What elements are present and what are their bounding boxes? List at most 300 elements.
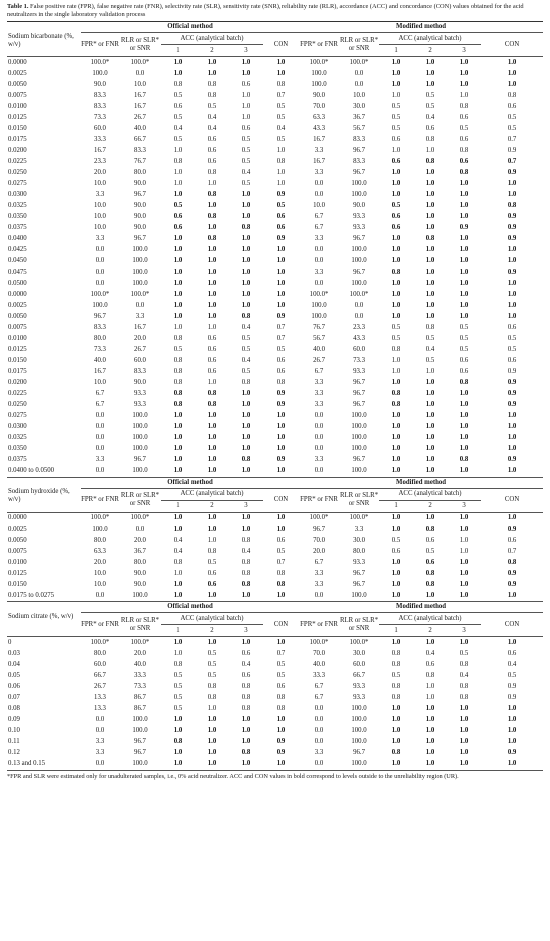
table-cell: 1.0 <box>241 412 251 420</box>
table-cell: 0.5 <box>207 102 217 110</box>
official-method-header: Official method <box>81 22 299 33</box>
table-cell: 16.7 <box>313 158 325 166</box>
table-cell: 96.7 <box>353 580 365 588</box>
table-cell: 0.7 <box>507 158 517 166</box>
table-cell: 0.8 <box>276 80 286 88</box>
table-cell: 3.3 <box>95 749 105 757</box>
table-cell: 26.7 <box>134 113 146 121</box>
table-cell: 0.8 <box>207 547 217 555</box>
table-cell: 0.9 <box>507 569 517 577</box>
table-cell: 6.7 <box>314 683 324 691</box>
table-cell: 0.8 <box>459 102 469 110</box>
table-cell: 1.0 <box>241 257 251 265</box>
table-cell: 1.0 <box>276 290 286 298</box>
table-cell: 16.7 <box>134 323 146 331</box>
table-cell: 0.6 <box>425 558 435 566</box>
table-cell: 100.0 <box>132 716 148 724</box>
table-cell: 80.0 <box>134 558 146 566</box>
table-cell: 1.0 <box>507 423 517 431</box>
table-cell: 0.5 <box>507 334 517 342</box>
row-level-cell: 0.0075 <box>8 547 27 555</box>
table-cell: 0.8 <box>207 683 217 691</box>
table-row <box>7 322 543 333</box>
table-cell: 0.8 <box>241 569 251 577</box>
table-footnote: *FPR and SLR were estimated only for unadulterated samples, i.e., 0% acid neutralizer. ACC and CON values in bold correspond to levels outside to the unreliability region (UR). <box>7 773 459 780</box>
table-cell: 1.0 <box>276 412 286 420</box>
table-cell: 1.0 <box>276 727 286 735</box>
table-cell: 90.0 <box>134 180 146 188</box>
table-cell: 1.0 <box>276 257 286 265</box>
table-cell: 1.0 <box>161 759 195 771</box>
table-cell: 26.7 <box>134 345 146 353</box>
table-cell: 1.0 <box>425 268 435 276</box>
table-cell: 10.0 <box>94 224 106 232</box>
rlr-slr-snr-header: RLR or SLR* or SNR <box>339 613 379 637</box>
table-cell: 1.0 <box>276 58 286 66</box>
table-cell: 73.3 <box>94 113 106 121</box>
table-row <box>7 590 543 602</box>
table-cell: 70.0 <box>313 650 325 657</box>
table-cell: 1.0 <box>195 759 229 771</box>
table-cell: 1.0 <box>447 759 481 771</box>
table-cell: 66.7 <box>134 135 146 143</box>
table-cell: 0.0 <box>95 279 105 287</box>
table-cell: 16.7 <box>313 135 325 143</box>
table-cell: 0.0 <box>95 434 105 442</box>
table-cell: 1.0 <box>207 536 217 544</box>
table-cell: 100.0* <box>349 58 369 66</box>
table-cell: 1.0 <box>173 525 183 533</box>
table-cell: 96.7 <box>353 268 365 276</box>
row-level-cell: 0.05 <box>8 672 20 680</box>
table-cell: 1.0 <box>459 290 469 298</box>
table-cell: 0.5 <box>459 334 469 342</box>
table-cell: 0.0 <box>354 312 364 320</box>
block-label: Sodium hydroxide (%, w/v) <box>7 488 81 512</box>
table-cell: 0.8 <box>391 401 401 409</box>
table-cell: 100.0 <box>132 279 148 287</box>
batch-2-header: 2 <box>195 625 229 637</box>
table-cell: 1.0 <box>425 191 435 199</box>
table-cell: 100.0* <box>309 58 329 66</box>
table-cell: 40.0 <box>94 356 106 364</box>
table-cell: 3.3 <box>314 268 324 276</box>
table-cell: 40.0 <box>134 124 146 132</box>
row-level-cell: 0.09 <box>8 716 20 724</box>
table-cell: 100.0 <box>132 423 148 431</box>
table-cell: 1.0 <box>207 224 217 232</box>
table-cell: 0.5 <box>241 158 251 166</box>
table-cell: 1.0 <box>173 727 183 735</box>
table-cell: 100.0 <box>132 412 148 420</box>
batch-2-header: 2 <box>413 45 447 57</box>
table-cell: 0.0 <box>95 257 105 265</box>
table-cell: 73.3 <box>134 683 146 691</box>
table-cell: 0.0 <box>95 412 105 420</box>
table-cell: 0.8 <box>507 91 517 99</box>
table-cell: 0.8 <box>459 694 469 702</box>
column-header-row <box>7 33 543 45</box>
table-cell: 1.0 <box>173 650 183 657</box>
table-row <box>7 101 543 112</box>
table-cell: 100.0 <box>351 180 367 188</box>
table-cell: 1.0 <box>276 146 286 154</box>
table-cell: 0.6 <box>173 102 183 110</box>
table-cell: 1.0 <box>173 235 183 243</box>
table-cell: 36.7 <box>134 547 146 555</box>
table-cell: 0.6 <box>425 124 435 132</box>
table-cell: 0.8 <box>173 401 183 409</box>
table-cell: 43.3 <box>353 334 365 342</box>
table-cell: 10.0 <box>94 580 106 588</box>
rlr-slr-snr-header: RLR or SLR* or SNR <box>119 613 161 637</box>
caption-text: False positive rate (FPR), false negative rate (FNR), selectivity rate (SLR), sensitivity rate (SNR), reliability rate (RLR), accordance (ACC) and concordance (CON) values obtained for the acid neutralizers in the single laboratory validation process <box>7 3 524 18</box>
table-cell: 0.8 <box>391 390 401 398</box>
table-cell: 0.9 <box>276 235 286 243</box>
table-cell: 83.3 <box>353 158 365 166</box>
table-cell: 0.9 <box>507 367 517 375</box>
table-cell: 0.9 <box>507 401 517 409</box>
table-cell: 1.0 <box>207 301 217 309</box>
table-cell: 60.0 <box>134 356 146 364</box>
table-cell: 0.5 <box>391 536 401 544</box>
table-cell: 1.0 <box>195 466 229 478</box>
table-cell: 1.0 <box>425 638 435 646</box>
table-cell: 0.5 <box>459 650 469 657</box>
table-cell: 1.0 <box>391 312 401 320</box>
table-cell: 40.0 <box>313 661 325 669</box>
validation-table <box>7 21 543 771</box>
table-cell: 1.0 <box>173 301 183 309</box>
table-cell: 0.5 <box>276 135 286 143</box>
table-cell: 0.4 <box>173 124 183 132</box>
table-cell: 93.3 <box>353 694 365 702</box>
table-cell: 0.9 <box>507 694 517 702</box>
table-row <box>7 737 543 748</box>
table-cell: 0.8 <box>459 378 469 386</box>
table-cell: 1.0 <box>276 268 286 276</box>
table-cell: 1.0 <box>459 279 469 287</box>
table-cell: 90.0 <box>134 569 146 577</box>
row-level-cell: 0.0025 <box>8 301 27 309</box>
table-cell: 20.0 <box>94 169 106 177</box>
table-cell: 0.6 <box>391 224 401 232</box>
table-cell: 1.0 <box>425 58 435 66</box>
table-cell: 1.0 <box>459 514 469 522</box>
table-cell: 1.0 <box>173 146 183 154</box>
table-cell: 0.5 <box>207 558 217 566</box>
table-cell: 20.0 <box>134 650 146 657</box>
table-cell: 93.3 <box>353 367 365 375</box>
table-cell: 0.6 <box>507 356 517 364</box>
table-cell: 0.4 <box>241 547 251 555</box>
table-cell: 83.3 <box>94 323 106 331</box>
table-cell: 1.0 <box>459 716 469 724</box>
table-cell: 1.0 <box>507 738 517 746</box>
batch-1-header: 1 <box>379 500 413 512</box>
table-cell: 1.0 <box>276 423 286 431</box>
table-cell: 0.8 <box>425 525 435 533</box>
table-row <box>7 660 543 671</box>
table-cell: 93.3 <box>353 213 365 221</box>
table-cell: 0.6 <box>173 224 183 232</box>
table-cell: 0.8 <box>459 169 469 177</box>
table-cell: 0.6 <box>207 146 217 154</box>
table-body <box>7 22 543 771</box>
table-cell: 1.0 <box>173 69 183 77</box>
table-cell: 1.0 <box>391 378 401 386</box>
table-cell: 100.0* <box>130 638 150 646</box>
table-cell: 0.6 <box>207 345 217 353</box>
table-cell: 0.8 <box>207 401 217 409</box>
table-cell: 1.0 <box>425 257 435 265</box>
table-cell: 1.0 <box>391 246 401 254</box>
table-cell: 0.8 <box>207 80 217 88</box>
table-cell: 100.0 <box>311 312 327 320</box>
table-cell: 0.9 <box>507 146 517 154</box>
table-cell: 60.0 <box>353 661 365 669</box>
table-cell: 1.0 <box>459 705 469 713</box>
table-row <box>7 344 543 355</box>
table-cell: 40.0 <box>134 661 146 669</box>
row-level-cell: 0.0100 <box>8 334 27 342</box>
table-row <box>7 377 543 388</box>
table-cell: 6.7 <box>95 390 105 398</box>
table-row <box>7 682 543 693</box>
row-level-cell: 0.0150 <box>8 124 27 132</box>
table-row <box>7 212 543 223</box>
table-cell: 20.0 <box>94 558 106 566</box>
table-cell: 6.7 <box>314 367 324 375</box>
modified-method-header: Modified method <box>299 477 543 488</box>
table-cell: 1.0 <box>229 466 263 478</box>
table-cell: 0.8 <box>276 580 286 588</box>
table-cell: 10.0 <box>134 80 146 88</box>
table-cell: 1.0 <box>391 423 401 431</box>
table-cell: 1.0 <box>391 69 401 77</box>
table-cell: 0.6 <box>241 80 251 88</box>
table-cell: 0.0 <box>354 301 364 309</box>
table-cell: 0.9 <box>276 312 286 320</box>
table-cell: 100.0* <box>90 290 110 298</box>
table-row <box>7 278 543 289</box>
table-cell: 10.0 <box>313 202 325 210</box>
table-cell: 1.0 <box>241 514 251 522</box>
table-row <box>7 179 543 190</box>
table-row <box>7 90 543 101</box>
table-cell: 1.0 <box>173 58 183 66</box>
row-level-cell: 0.0500 <box>8 279 27 287</box>
table-cell: 1.0 <box>173 638 183 646</box>
table-cell: 1.0 <box>207 202 217 210</box>
table-cell: 0.9 <box>507 169 517 177</box>
table-cell: 0.4 <box>173 547 183 555</box>
table-cell: 0.6 <box>276 683 286 691</box>
table-cell: 0.8 <box>425 323 435 331</box>
table-cell: 0.6 <box>241 672 251 680</box>
table-cell: 1.0 <box>459 58 469 66</box>
table-cell: 100.0 <box>311 301 327 309</box>
table-cell: 0.7 <box>276 91 286 99</box>
header-spacer <box>7 602 81 613</box>
table-cell: 0.8 <box>173 558 183 566</box>
table-cell: 96.7 <box>313 525 325 533</box>
table-cell: 56.7 <box>313 334 325 342</box>
table-cell: 100.0 <box>132 268 148 276</box>
table-cell: 1.0 <box>481 590 543 602</box>
table-cell: 0.8 <box>459 456 469 464</box>
table-cell: 100.0 <box>92 525 108 533</box>
table-cell: 1.0 <box>425 367 435 375</box>
table-cell: 1.0 <box>207 312 217 320</box>
table-cell: 1.0 <box>241 638 251 646</box>
table-cell: 1.0 <box>207 279 217 287</box>
table-row <box>7 389 543 400</box>
table-cell: 1.0 <box>425 202 435 210</box>
table-cell: 0.5 <box>391 334 401 342</box>
table-cell: 1.0 <box>459 268 469 276</box>
table-cell: 0.6 <box>276 213 286 221</box>
table-cell: 0.4 <box>459 672 469 680</box>
table-cell: 100.0 <box>351 445 367 453</box>
acc-batch-header: ACC (analytical batch) <box>379 613 481 625</box>
table-cell: 1.0 <box>241 91 251 99</box>
table-cell: 1.0 <box>161 590 195 602</box>
table-cell: 0.9 <box>507 749 517 757</box>
table-row <box>7 256 543 267</box>
table-cell: 1.0 <box>459 558 469 566</box>
table-cell: 0.8 <box>173 367 183 375</box>
table-cell: 1.0 <box>207 323 217 331</box>
table-cell: 1.0 <box>413 590 447 602</box>
table-cell: 0.6 <box>276 367 286 375</box>
table-row <box>7 157 543 168</box>
table-cell: 0.6 <box>391 135 401 143</box>
table-cell: 3.3 <box>314 169 324 177</box>
table-cell: 76.7 <box>134 158 146 166</box>
table-cell: 1.0 <box>507 58 517 66</box>
table-cell: 0.6 <box>207 580 217 588</box>
table-cell: 0.6 <box>391 547 401 555</box>
table-cell: 100.0 <box>339 590 379 602</box>
table-cell: 1.0 <box>459 257 469 265</box>
row-level-cell: 0.0275 <box>8 412 27 420</box>
table-cell: 1.0 <box>425 290 435 298</box>
table-row <box>7 168 543 179</box>
table-cell: 0.9 <box>507 235 517 243</box>
table-cell: 0.5 <box>425 91 435 99</box>
table-cell: 1.0 <box>459 536 469 544</box>
row-level-cell: 0.0050 <box>8 80 27 88</box>
table-cell: 0.6 <box>459 158 469 166</box>
table-cell: 0.8 <box>207 169 217 177</box>
fpr-fnr-header: FPR* or FNR <box>299 488 339 512</box>
table-cell: 1.0 <box>425 213 435 221</box>
table-cell: 1.0 <box>425 378 435 386</box>
row-level-cell: 0.0075 <box>8 323 27 331</box>
row-level-cell: 0.0225 <box>8 390 27 398</box>
table-cell: 0.5 <box>173 135 183 143</box>
table-cell: 0.5 <box>507 124 517 132</box>
table-cell: 0.0 <box>95 268 105 276</box>
table-cell: 1.0 <box>241 423 251 431</box>
table-cell: 0.9 <box>507 456 517 464</box>
table-cell: 16.7 <box>94 146 106 154</box>
table-cell: 1.0 <box>241 202 251 210</box>
table-cell: 1.0 <box>379 590 413 602</box>
row-level-cell: 0.0150 <box>8 580 27 588</box>
table-cell: 13.3 <box>94 694 106 702</box>
table-cell: 96.7 <box>353 378 365 386</box>
row-level-cell: 0.0475 <box>8 268 27 276</box>
table-cell: 1.0 <box>507 191 517 199</box>
table-cell: 1.0 <box>263 466 299 478</box>
table-cell: 0.0 <box>95 727 105 735</box>
table-row <box>7 134 543 145</box>
table-cell: 1.0 <box>425 716 435 724</box>
row-level-cell: 0.0000 <box>8 58 27 66</box>
table-cell: 1.0 <box>459 423 469 431</box>
table-cell: 70.0 <box>313 102 325 110</box>
table-cell: 30.0 <box>353 650 365 657</box>
table-cell: 60.0 <box>94 124 106 132</box>
table-cell: 0.8 <box>391 345 401 353</box>
table-row <box>7 300 543 311</box>
table-cell: 0.5 <box>207 672 217 680</box>
row-level-cell: 0.0125 <box>8 113 27 121</box>
table-cell: 1.0 <box>207 290 217 298</box>
table-cell: 0.4 <box>241 356 251 364</box>
table-cell: 0.8 <box>276 158 286 166</box>
table-cell: 100.0 <box>132 445 148 453</box>
table-cell: 6.7 <box>314 213 324 221</box>
table-cell: 0.0 <box>314 412 324 420</box>
table-cell: 1.0 <box>391 580 401 588</box>
table-cell: 0.8 <box>207 694 217 702</box>
table-cell: 93.3 <box>134 390 146 398</box>
fpr-fnr-header: FPR* or FNR <box>81 488 119 512</box>
table-cell: 0.8 <box>425 235 435 243</box>
table-cell: 0.6 <box>241 124 251 132</box>
table-cell: 1.0 <box>425 434 435 442</box>
table-cell: 100.0* <box>309 514 329 522</box>
table-cell: 60.0 <box>94 661 106 669</box>
table-cell: 0.9 <box>507 683 517 691</box>
table-cell: 1.0 <box>391 456 401 464</box>
table-cell: 0.8 <box>241 558 251 566</box>
table-cell: 0.6 <box>207 569 217 577</box>
table-cell: 1.0 <box>276 301 286 309</box>
table-cell: 1.0 <box>276 180 286 188</box>
table-cell: 100.0 <box>119 466 161 478</box>
table-cell: 96.7 <box>353 749 365 757</box>
table-cell: 16.7 <box>94 367 106 375</box>
caption-label: Table 1. <box>7 3 29 10</box>
modified-method-header: Modified method <box>299 22 543 33</box>
table-cell: 1.0 <box>507 514 517 522</box>
table-cell: 0.4 <box>241 661 251 669</box>
header-spacer <box>7 477 81 488</box>
table-cell: 0.6 <box>207 158 217 166</box>
table-cell: 1.0 <box>276 445 286 453</box>
table-cell: 0.8 <box>207 213 217 221</box>
table-cell: 1.0 <box>173 323 183 331</box>
table-cell: 80.0 <box>94 334 106 342</box>
table-cell: 20.0 <box>134 536 146 544</box>
table-cell: 1.0 <box>207 434 217 442</box>
table-cell: 1.0 <box>379 759 413 771</box>
table-cell: 1.0 <box>276 246 286 254</box>
